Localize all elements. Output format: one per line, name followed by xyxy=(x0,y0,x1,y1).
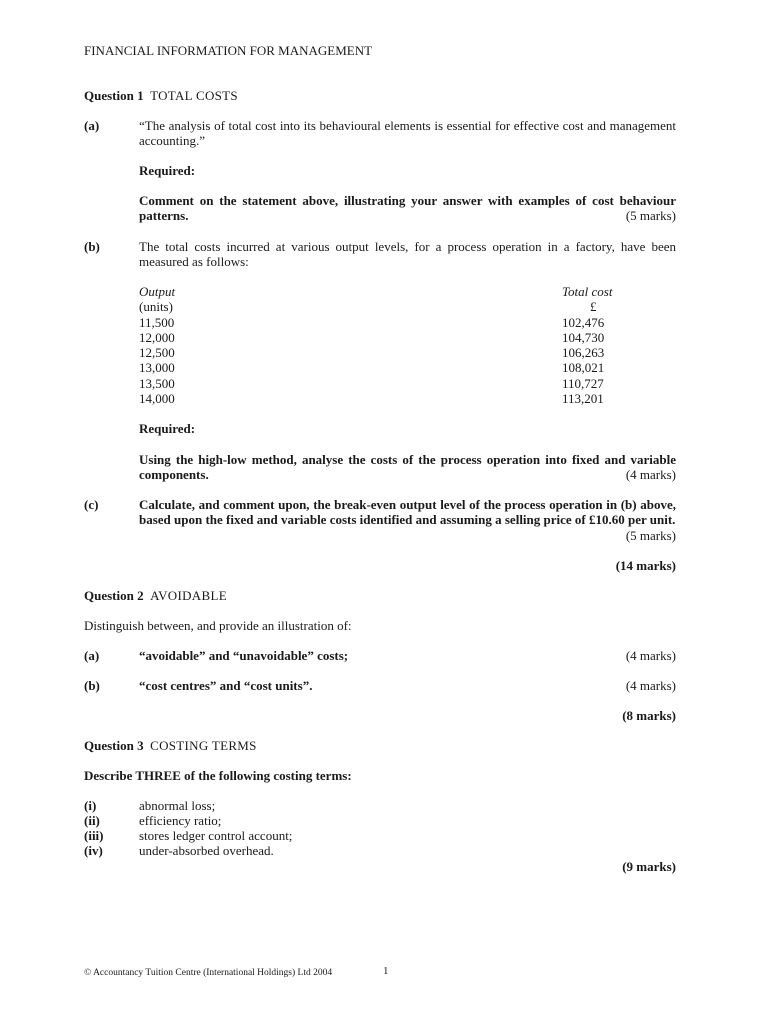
q3-item-text: under-absorbed overhead. xyxy=(139,843,274,858)
table-row-cost: 108,021 xyxy=(562,360,605,376)
q1-b-required: Required: xyxy=(139,421,196,436)
q1-b-label: (b) xyxy=(84,239,100,254)
page-number: 1 xyxy=(383,965,389,977)
cost-column xyxy=(562,284,632,406)
q1-c-marks: (5 marks) xyxy=(620,528,676,543)
output-column xyxy=(139,284,239,406)
q2-b-marks: (4 marks) xyxy=(625,678,676,693)
q3-item-label: (ii) xyxy=(84,813,100,828)
q2-total-marks: (8 marks) xyxy=(622,708,676,723)
footer-copyright: © Accountancy Tuition Centre (International Holdings) Ltd 2004 xyxy=(84,968,333,978)
q1-number: Question 1 xyxy=(84,88,144,103)
q2-a-label: (a) xyxy=(84,648,100,663)
q3-item-text: abnormal loss; xyxy=(139,798,216,813)
q1-a-marks: (5 marks) xyxy=(620,208,676,223)
output-header: Output xyxy=(139,284,176,299)
cost-header: Total cost xyxy=(562,284,613,299)
q1-total-marks: (14 marks) xyxy=(615,558,676,573)
q3-intro: Describe THREE of the following costing terms: xyxy=(84,768,352,783)
q2-title: AVOIDABLE xyxy=(150,588,227,603)
q3-item-label: (iv) xyxy=(84,843,103,858)
q3-title: COSTING TERMS xyxy=(150,738,257,753)
table-row-cost: 106,263 xyxy=(562,345,605,361)
table-row-cost: 104,730 xyxy=(562,329,605,345)
q2-heading xyxy=(84,588,227,603)
q1-a-quote: “The analysis of total cost into its behavioural elements is essential for effective cost and management accounting.” xyxy=(139,118,676,148)
q1-heading xyxy=(84,88,238,103)
q2-number: Question 2 xyxy=(84,588,144,603)
q1-a-required: Required: xyxy=(139,163,196,178)
q1-b-text: The total costs incurred at various output levels, for a process operation in a factory, have been measured as follows: xyxy=(139,239,676,269)
q3-number: Question 3 xyxy=(84,738,144,753)
q2-b-text: “cost centres” and “cost units”. xyxy=(139,678,313,693)
table-row-cost: 110,727 xyxy=(562,375,604,391)
q3-item-label: (i) xyxy=(84,798,97,813)
q1-title: TOTAL COSTS xyxy=(150,88,238,103)
q2-a-text: “avoidable” and “unavoidable” costs; xyxy=(139,648,349,663)
q3-item-text: stores ledger control account; xyxy=(139,828,293,843)
table-row-output: 14,000 xyxy=(139,391,175,407)
q3-total-marks: (9 marks) xyxy=(622,859,676,874)
q3-item-label: (iii) xyxy=(84,828,104,843)
q1-b-task: Using the high-low method, analyse the costs of the process operation into fixed and variable components. xyxy=(139,452,676,482)
q1-c-label: (c) xyxy=(84,497,99,512)
q1-a-label: (a) xyxy=(84,118,100,133)
output-unit: (units) xyxy=(139,299,173,315)
q3-item-text: efficiency ratio; xyxy=(139,813,222,828)
q2-intro: Distinguish between, and provide an illustration of: xyxy=(84,618,352,633)
table-row-output: 12,500 xyxy=(139,345,175,361)
table-row-cost: 113,201 xyxy=(562,391,604,407)
table-row-cost: 102,476 xyxy=(562,314,605,330)
q1-a-task: Comment on the statement above, illustrating your answer with examples of cost behaviour patterns. xyxy=(139,193,676,223)
q2-b-label: (b) xyxy=(84,678,100,693)
table-row-output: 12,000 xyxy=(139,329,175,345)
q1-b-marks: (4 marks) xyxy=(620,467,676,482)
table-row-output: 13,000 xyxy=(139,360,175,376)
q1-c-task: Calculate, and comment upon, the break-even output level of the process operation in (b) above, based upon the fixed and variable costs identified and assuming a selling price of £10.60 per unit. xyxy=(139,497,676,527)
table-row-output: 13,500 xyxy=(139,375,175,391)
q3-heading xyxy=(84,738,257,753)
cost-unit: £ xyxy=(590,299,597,315)
table-row-output: 11,500 xyxy=(139,314,175,330)
q2-a-marks: (4 marks) xyxy=(625,648,676,663)
page-header: FINANCIAL INFORMATION FOR MANAGEMENT xyxy=(84,43,373,58)
